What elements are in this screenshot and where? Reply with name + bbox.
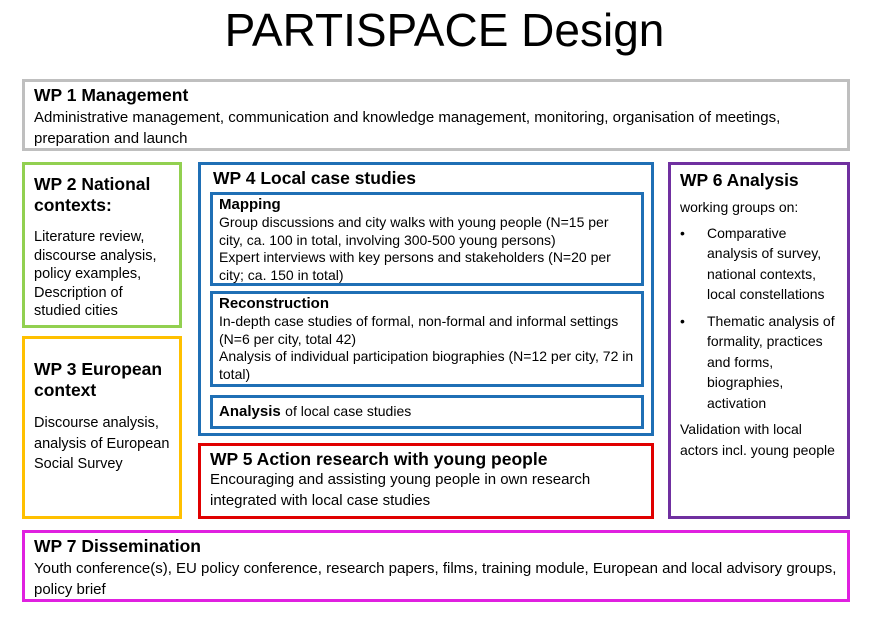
mapping-heading: Mapping [219, 196, 281, 213]
wp4-local-case-studies-box [198, 162, 654, 436]
wp1-text: Administrative management, communication and knowledge management, monitoring, organisation of meetings, preparation and launch [34, 109, 781, 147]
wp6-bullet-item [680, 311, 838, 414]
reconstruction-line-2: Analysis of individual participation biographies (N=12 per city, 72 in total) [219, 348, 634, 382]
wp6-bullet-text: Comparative analysis of survey, national contexts, local constellations [707, 224, 825, 302]
wp1-heading: WP 1 Management [34, 85, 189, 105]
local-analysis-heading: Analysis [219, 403, 281, 420]
mapping-line-2: Expert interviews with key persons and stakeholders (N=20 per city; ca. 150 in total) [219, 249, 611, 283]
wp4-heading: WP 4 Local case studies [213, 168, 416, 188]
wp1-management-box [22, 79, 850, 151]
wp6-heading: WP 6 Analysis [680, 170, 799, 190]
wp2-text: Literature review, discourse analysis, policy examples, Description of studied cities [34, 229, 157, 319]
reconstruction-line-1: In-depth case studies of formal, non-formal and informal settings (N=6 per city, total 42) [219, 313, 619, 347]
reconstruction-box [210, 291, 644, 387]
wp7-heading: WP 7 Dissemination [34, 536, 201, 556]
bullet-icon: • [680, 224, 685, 241]
wp6-bullet-text: Thematic analysis of formality, practices and forms, biographies, activation [707, 312, 835, 411]
mapping-box [210, 192, 644, 286]
wp5-action-research-box [198, 443, 654, 519]
wp5-heading: WP 5 Action research with young people [210, 449, 548, 469]
wp7-dissemination-box [22, 530, 850, 602]
wp5-text: Encouraging and assisting young people in own research integrated with local case studies [210, 471, 591, 509]
wp3-text: Discourse analysis, analysis of European Social Survey [34, 415, 170, 472]
reconstruction-heading: Reconstruction [219, 295, 330, 312]
wp2-national-contexts-box [22, 162, 182, 328]
wp2-heading: WP 2 National contexts: [34, 174, 151, 215]
wp3-heading: WP 3 European context [34, 359, 163, 400]
diagram-title: PARTISPACE Design [224, 4, 665, 56]
local-analysis-box [210, 395, 644, 429]
wp6-outro: Validation with local actors incl. young people [680, 421, 835, 458]
local-analysis-text: of local case studies [285, 403, 412, 419]
wp6-intro: working groups on: [680, 199, 799, 215]
bullet-icon: • [680, 312, 685, 329]
wp6-bullet-item [680, 223, 838, 305]
mapping-line-1: Group discussions and city walks with young people (N=15 per city, ca. 100 in total, involving 300-500 young persons) [219, 214, 609, 248]
wp6-analysis-box [668, 162, 850, 519]
wp6-bullet-list [680, 223, 838, 414]
wp7-text: Youth conference(s), EU policy conference, research papers, films, training module, European and local advisory groups, policy brief [34, 560, 837, 598]
wp3-european-context-box [22, 336, 182, 519]
